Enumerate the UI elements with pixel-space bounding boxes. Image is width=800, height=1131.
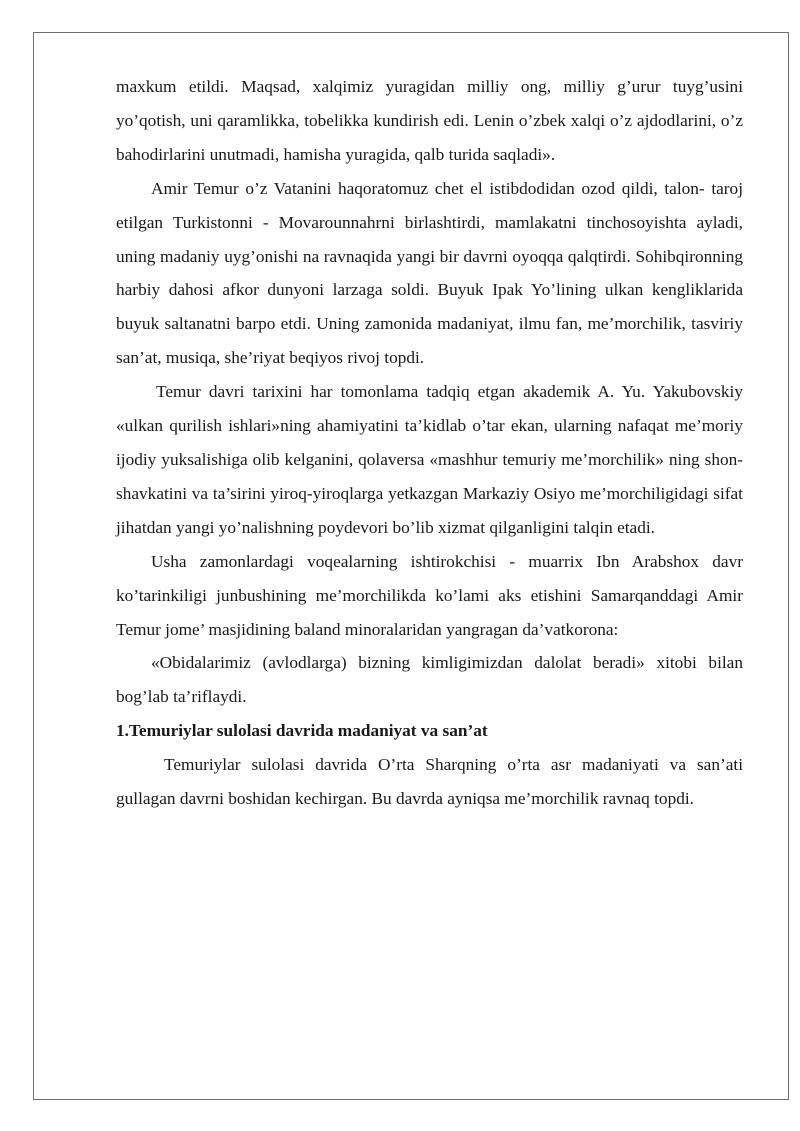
paragraph-ibn-arabshox: Usha zamonlardagi voqealarning ishtirokchisi - muarrix Ibn Arabshox davr ko’tarinkiligi junbushining me’morchilikda ko’lami aks etishini Samarqanddagi Amir Temur jome’ masjidining baland minoralaridan yangragan da’vatkorona: (116, 551, 743, 639)
paragraph-yakubovskiy: Temur davri tarixini har tomonlama tadqiq etgan akademik A. Yu. Yakubovskiy «ulkan qurilish ishlari»ning ahamiyatini ta’kidlab o’tar ekan, ularning nafaqat me’moriy ijodiy yuksalishiga olib kelganini, qolaversa «mashhur temuriy me’morchilik» ning shon-shavkatini va ta’sirini yiroq-yiroqlarga yetkazgan Markaziy Osiyo me’morchiligidagi sifat jihatdan yangi yo’nalishning poydevori bo’lib xizmat qilganligini talqin etadi. (116, 382, 743, 537)
paragraph-continuation: maxkum etildi. Maqsad, xalqimiz yuragidan milliy ong, milliy g’urur tuyg’usini yo’qotish, uni qaramlikka, tobelikka kundirish edi. Lenin o’zbek xalqi o’z ajdodlarini, o’z bahodirlarini unutmadi, hamisha yuragida, qalb turida saqladi». (116, 77, 743, 164)
paragraph-temuriylar: Temuriylar sulolasi davrida O’rta Sharqning o’rta asr madaniyati va san’ati gullagan davrni boshidan kechirgan. Bu davrda ayniqsa me’morchilik ravnaq topdi. (116, 755, 743, 809)
section-heading: 1.Temuriylar sulolasi davrida madaniyat va san’at (116, 721, 488, 741)
paragraph-quote: «Obidalarimiz (avlodlarga) bizning kimligimizdan dalolat beradi» xitobi bilan bog’lab ta’riflaydi. (116, 653, 743, 707)
document-body (116, 70, 743, 816)
paragraph-amir-temur: Amir Temur o’z Vatanini haqoratomuz chet el istibdodidan ozod qildi, talon- taroj etilgan Turkistonni - Movarounnahrni birlashtirdi, mamlakatni tinchosoyishta ayladi, uning madaniy uyg’onishi na ravnaqida yangi bir davrni oyoqqa qalqtirdi. Sohibqironning harbiy dahosi afkor dunyoni larzaga soldi. Buyuk Ipak Yo’lining ulkan kengliklarida buyuk saltanatni barpo etdi. Uning zamonida madaniyat, ilmu fan, me’morchilik, tasviriy san’at, musiqa, she’riyat beqiyos rivoj topdi. (116, 178, 743, 368)
